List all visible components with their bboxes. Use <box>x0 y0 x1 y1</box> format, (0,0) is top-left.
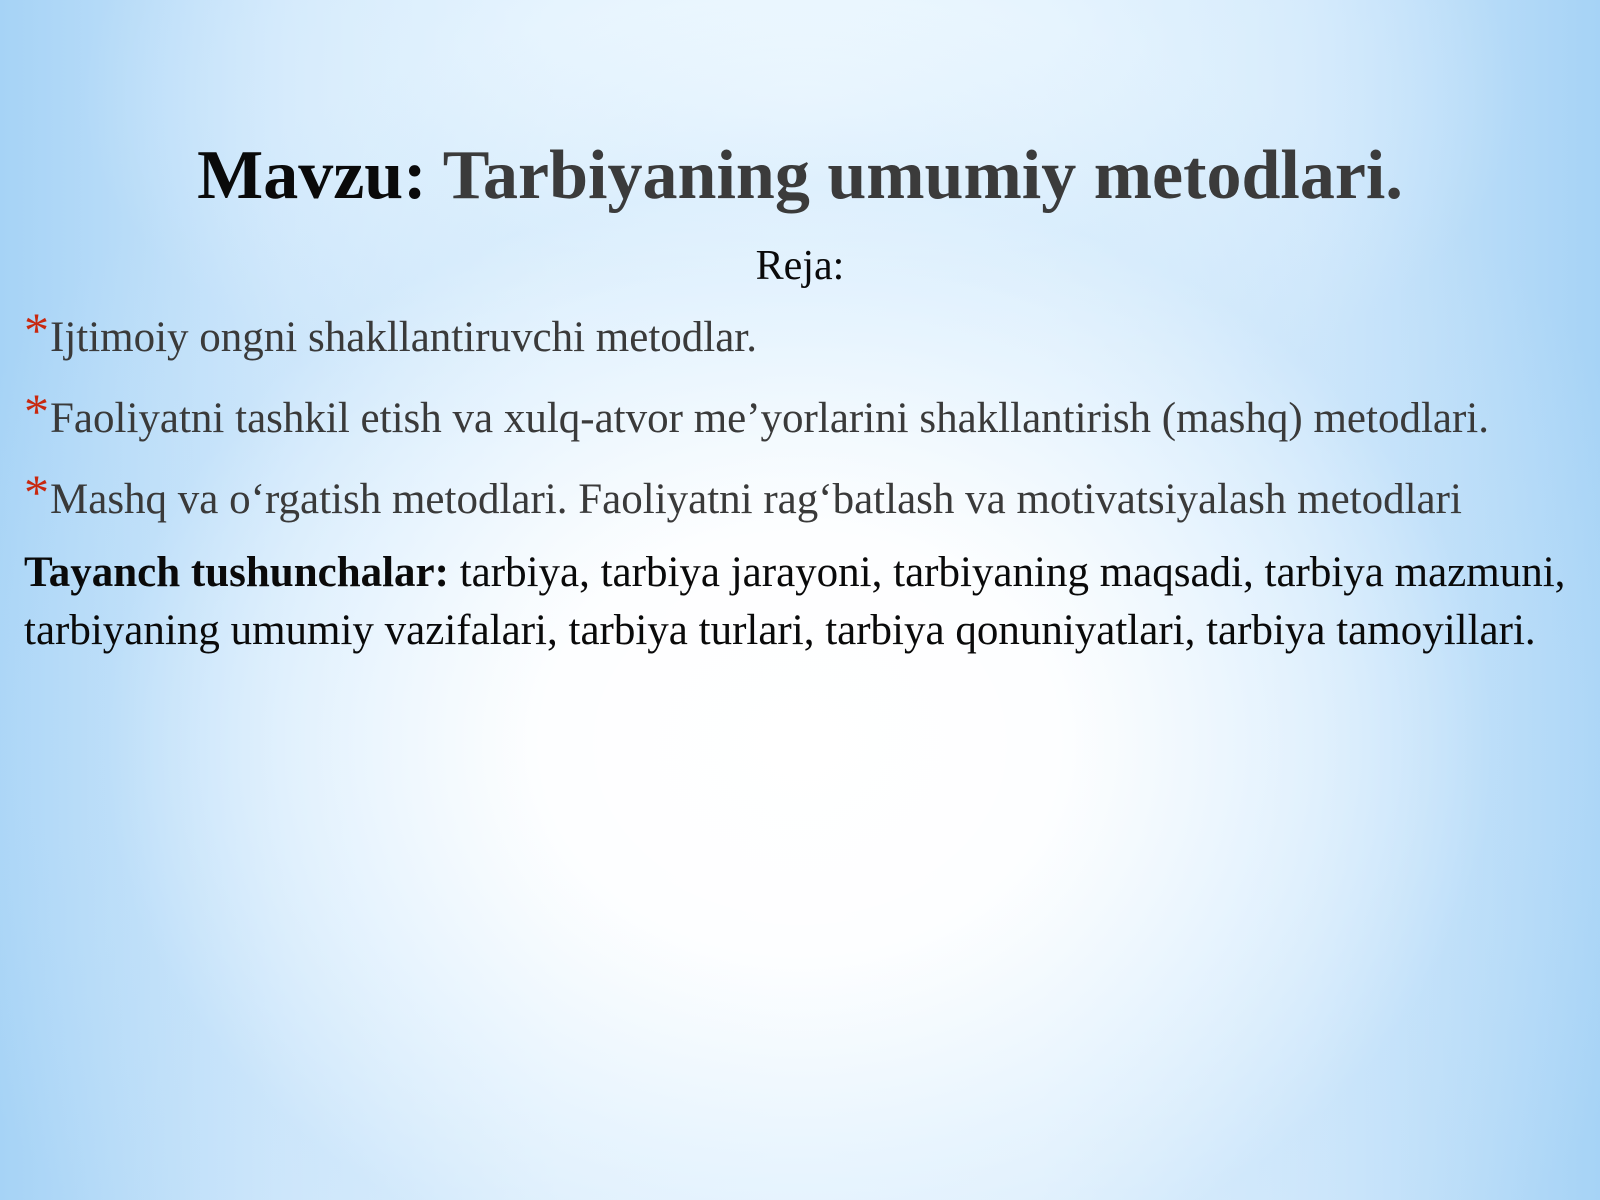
plan-item-1 <box>24 302 1584 367</box>
title-label: Mavzu: <box>197 137 427 214</box>
slide-title <box>0 136 1600 216</box>
asterisk-bullet-icon: * <box>24 302 49 358</box>
title-topic: Tarbiyaning umumiy metodlari. <box>442 137 1403 214</box>
plan-item-3 <box>24 464 1584 529</box>
asterisk-bullet-icon: * <box>24 383 49 439</box>
key-concepts-text: tarbiya, tarbiya jarayoni, tarbiyaning maqsadi, tarbiya mazmuni, tarbiyaning umumiy vazifalari, tarbiya turlari, tarbiya qonuniyatlari, tarbiya tamoyillari. <box>24 549 1566 654</box>
plan-heading: Reja: <box>755 243 845 289</box>
plan-item-text: Ijtimoiy ongni shakllantiruvchi metodlar. <box>50 314 758 361</box>
plan-item-text: Mashq va o‘rgatish metodlari. Faoliyatni rag‘batlash va motivatsiyalash metodlari <box>50 476 1462 523</box>
asterisk-bullet-icon: * <box>24 464 49 520</box>
slide-content <box>24 302 1584 703</box>
plan-item-text: Faoliyatni tashkil etish va xulq-atvor me’yorlarini shakllantirish (mashq) metodlari. <box>50 395 1489 442</box>
key-concepts-label: Tayanch tushunchalar: <box>24 549 449 596</box>
key-concepts <box>24 544 1584 660</box>
plan-item-2 <box>24 383 1584 448</box>
